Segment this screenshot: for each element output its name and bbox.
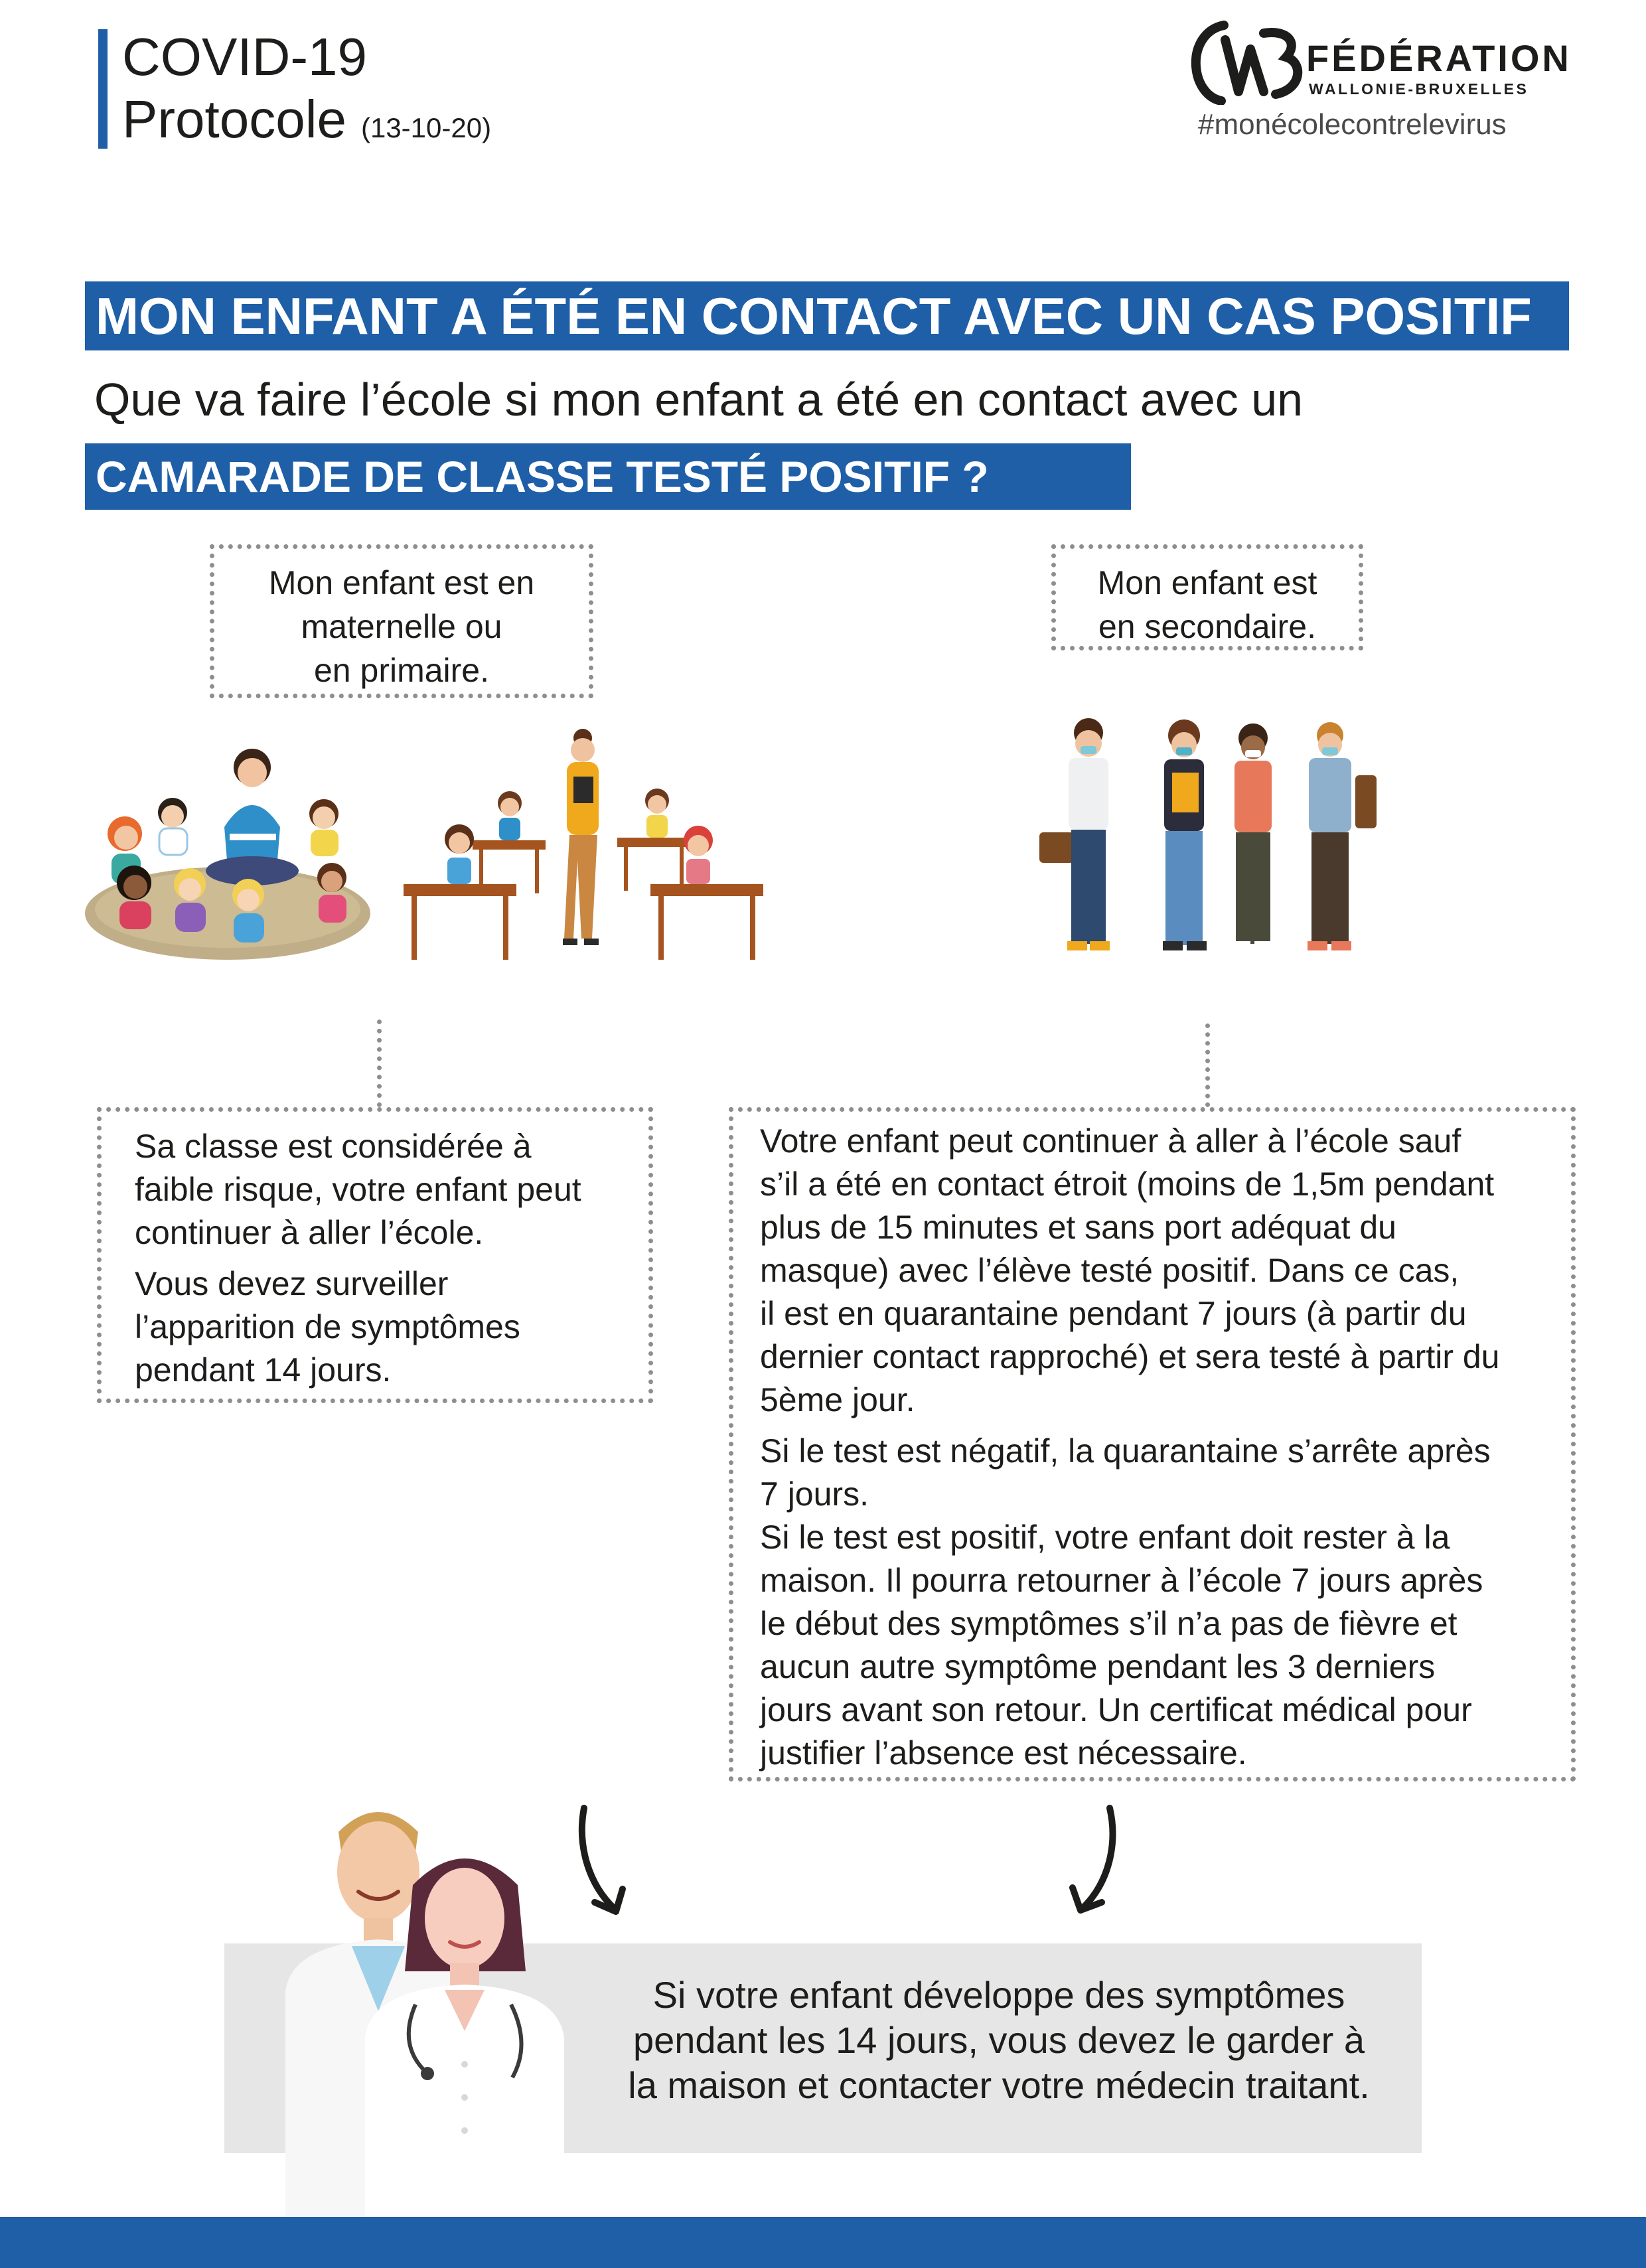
text-line: faible risque, votre enfant peut [135,1171,581,1208]
hashtag: #monécolecontrelevirus [1198,108,1507,141]
text-line: Vous devez surveiller [135,1265,449,1302]
header-accent-bar [98,29,108,149]
explanation-box-secondary [729,1107,1576,1781]
question-text: Que va faire l’école si mon enfant a été en contact avec un [94,374,1304,425]
category-box-secondary [1051,544,1363,650]
teacher-circle-illustration [78,741,377,966]
text-line: maison. Il pourra retourner à l’école 7 jours après [760,1562,1483,1599]
category-line: maternelle ou [301,608,502,645]
paragraph [135,1262,648,1392]
paragraph [760,1430,1571,1775]
main-title-banner: MON ENFANT A ÉTÉ EN CONTACT AVEC UN CAS POSITIF [85,281,1569,350]
text-line: aucun autre symptôme pendant les 3 derniers [760,1648,1436,1685]
text-line: continuer à aller l’école. [135,1214,484,1251]
explanation-box-primary [97,1107,653,1403]
header-subtitle [122,89,491,159]
header-date: (13-10-20) [360,112,492,143]
students-masks-illustration [1027,709,1386,961]
text-line: l’apparition de symptômes [135,1308,520,1345]
paragraph [760,1120,1571,1422]
text-line: Si votre enfant développe des symptômes [652,1974,1345,2016]
category-box-primary [210,544,593,698]
text-line: Sa classe est considérée à [135,1128,532,1165]
text-line: Votre enfant peut continuer à aller à l’école sauf [760,1122,1461,1160]
text-line: jours avant son retour. Un certificat médical pour [760,1691,1472,1728]
text-line: s’il a été en contact étroit (moins de 1,5m pendant [760,1166,1495,1203]
text-line: le début des symptômes s’il n’a pas de fièvre et [760,1605,1458,1642]
category-line: en primaire. [314,652,489,689]
symptoms-note-text [584,1973,1414,2108]
text-line: 5ème jour. [760,1381,915,1418]
fwb-logo-icon [1189,20,1309,105]
doctors-illustration [265,1792,584,2217]
text-line: dernier contact rapproché) et sera testé à partir du [760,1338,1500,1375]
header-title: COVID-19 [122,27,367,86]
text-line: Si le test est négatif, la quarantaine s’arrête après [760,1432,1491,1470]
header-subtitle-text: Protocole [122,90,346,149]
text-line: la maison et contacter votre médecin traitant. [628,2064,1370,2106]
classroom-illustration [398,727,770,966]
text-line: justifier l’absence est nécessaire. [760,1734,1247,1772]
category-line: Mon enfant est en [268,564,535,601]
org-name: FÉDÉRATION [1306,37,1572,79]
connector-left [377,1020,382,1107]
text-line: 7 jours. [760,1475,869,1513]
text-line: pendant les 14 jours, vous devez le garder à [633,2019,1365,2061]
footer-bar [0,2217,1646,2268]
highlight-banner: CAMARADE DE CLASSE TESTÉ POSITIF ? [85,443,1131,510]
text-line: masque) avec l’élève testé positif. Dans ce cas, [760,1252,1459,1289]
text-line: Si le test est positif, votre enfant doit rester à la [760,1519,1450,1556]
text-line: il est en quarantaine pendant 7 jours (à partir du [760,1295,1467,1332]
connector-right [1205,1023,1210,1107]
text-line: plus de 15 minutes et sans port adéquat du [760,1209,1396,1246]
text-line: pendant 14 jours. [135,1351,392,1389]
org-subname: WALLONIE-BRUXELLES [1309,80,1529,98]
arrow-down-icon [1055,1803,1128,1922]
paragraph [135,1125,648,1254]
category-line: Mon enfant est [1097,564,1317,601]
category-line: en secondaire. [1098,608,1316,645]
